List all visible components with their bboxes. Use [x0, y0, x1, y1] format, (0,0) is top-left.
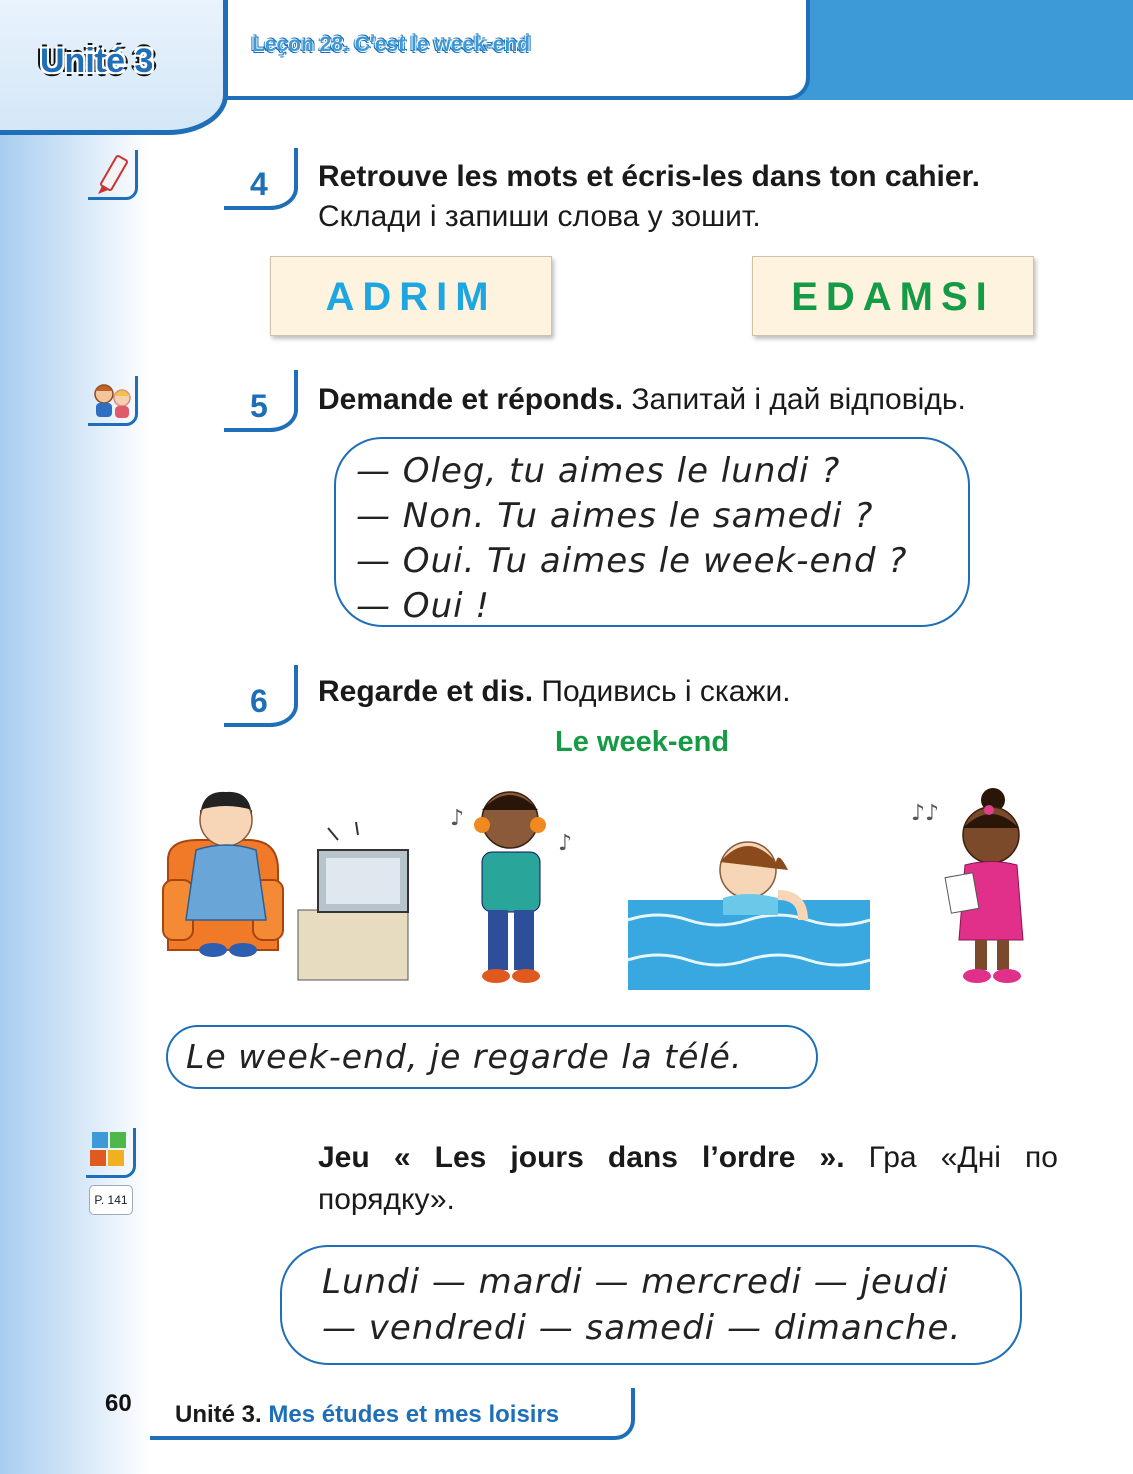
- svg-text:♪♪: ♪♪: [911, 801, 940, 826]
- dialogue-line: — Oleg, tu aimes le lundi ?: [356, 451, 841, 491]
- dialogue-line: — Oui !: [356, 586, 491, 626]
- exercise5-instruction: [318, 380, 966, 420]
- girl-watching-tv-illustration: [158, 780, 436, 995]
- side-gradient-band: [0, 0, 150, 1474]
- dice-game-icon: [86, 1128, 136, 1178]
- game-title-uk: Гра «Дні по порядку».: [318, 1141, 1058, 1216]
- exercise4-instruction: [318, 157, 980, 237]
- footer-unit-title: [175, 1401, 559, 1429]
- pencil-icon: [88, 150, 138, 200]
- svg-text:♪: ♪: [558, 831, 573, 856]
- dialogue-line: — Oui. Tu aimes le week-end ?: [356, 541, 908, 581]
- children-talking-icon: [88, 376, 138, 426]
- days-line-2: — vendredi — samedi — dimanche.: [322, 1308, 962, 1348]
- days-line-1: Lundi — mardi — mercredi — jeudi: [322, 1262, 949, 1302]
- exercise4-title-fr: Retrouve les mots et écris-les dans ton cahier.: [318, 160, 980, 193]
- game-instruction: [318, 1137, 1058, 1221]
- unit-title: Unité 3: [40, 42, 154, 80]
- exercise6-instruction: [318, 672, 791, 712]
- girl-swimming-illustration: [628, 800, 870, 990]
- game-page-reference[interactable]: P. 141: [89, 1185, 133, 1215]
- exercise5-title-fr: Demande et réponds.: [318, 383, 624, 416]
- word-card-2: EDAMSI: [752, 256, 1034, 336]
- weekend-subtitle: Le week-end: [555, 726, 730, 758]
- exercise6-title-uk: Подивись і скажи.: [541, 675, 791, 708]
- svg-text:♪: ♪: [450, 806, 465, 831]
- exercise-number-5: 5: [232, 382, 302, 440]
- page-number: 60: [105, 1390, 132, 1417]
- footer-unit-name: Mes études et mes loisirs: [268, 1401, 560, 1428]
- dialogue-bubble: [334, 437, 970, 627]
- footer-unit: Unité 3.: [175, 1401, 262, 1428]
- example-sentence: Le week-end, je regarde la télé.: [186, 1037, 743, 1076]
- game-title-fr: Jeu « Les jours dans l’ordre ».: [318, 1141, 845, 1174]
- exercise-number-4: 4: [232, 160, 302, 218]
- example-bubble: [166, 1025, 818, 1089]
- lesson-title: Leçon 28. C'est le week-end: [252, 33, 531, 56]
- exercise4-title-uk: Склади і запиши слова у зошит.: [318, 200, 761, 233]
- days-bubble: [280, 1245, 1022, 1365]
- boy-listening-music-illustration: [440, 780, 600, 995]
- exercise-number-6: 6: [232, 677, 302, 735]
- exercise6-title-fr: Regarde et dis.: [318, 675, 534, 708]
- girl-singing-illustration: [903, 780, 1060, 995]
- exercise5-title-uk: Запитай і дай відповідь.: [631, 383, 966, 416]
- dialogue-line: — Non. Tu aimes le samedi ?: [356, 496, 874, 536]
- word-card-1: ADRIM: [270, 256, 552, 336]
